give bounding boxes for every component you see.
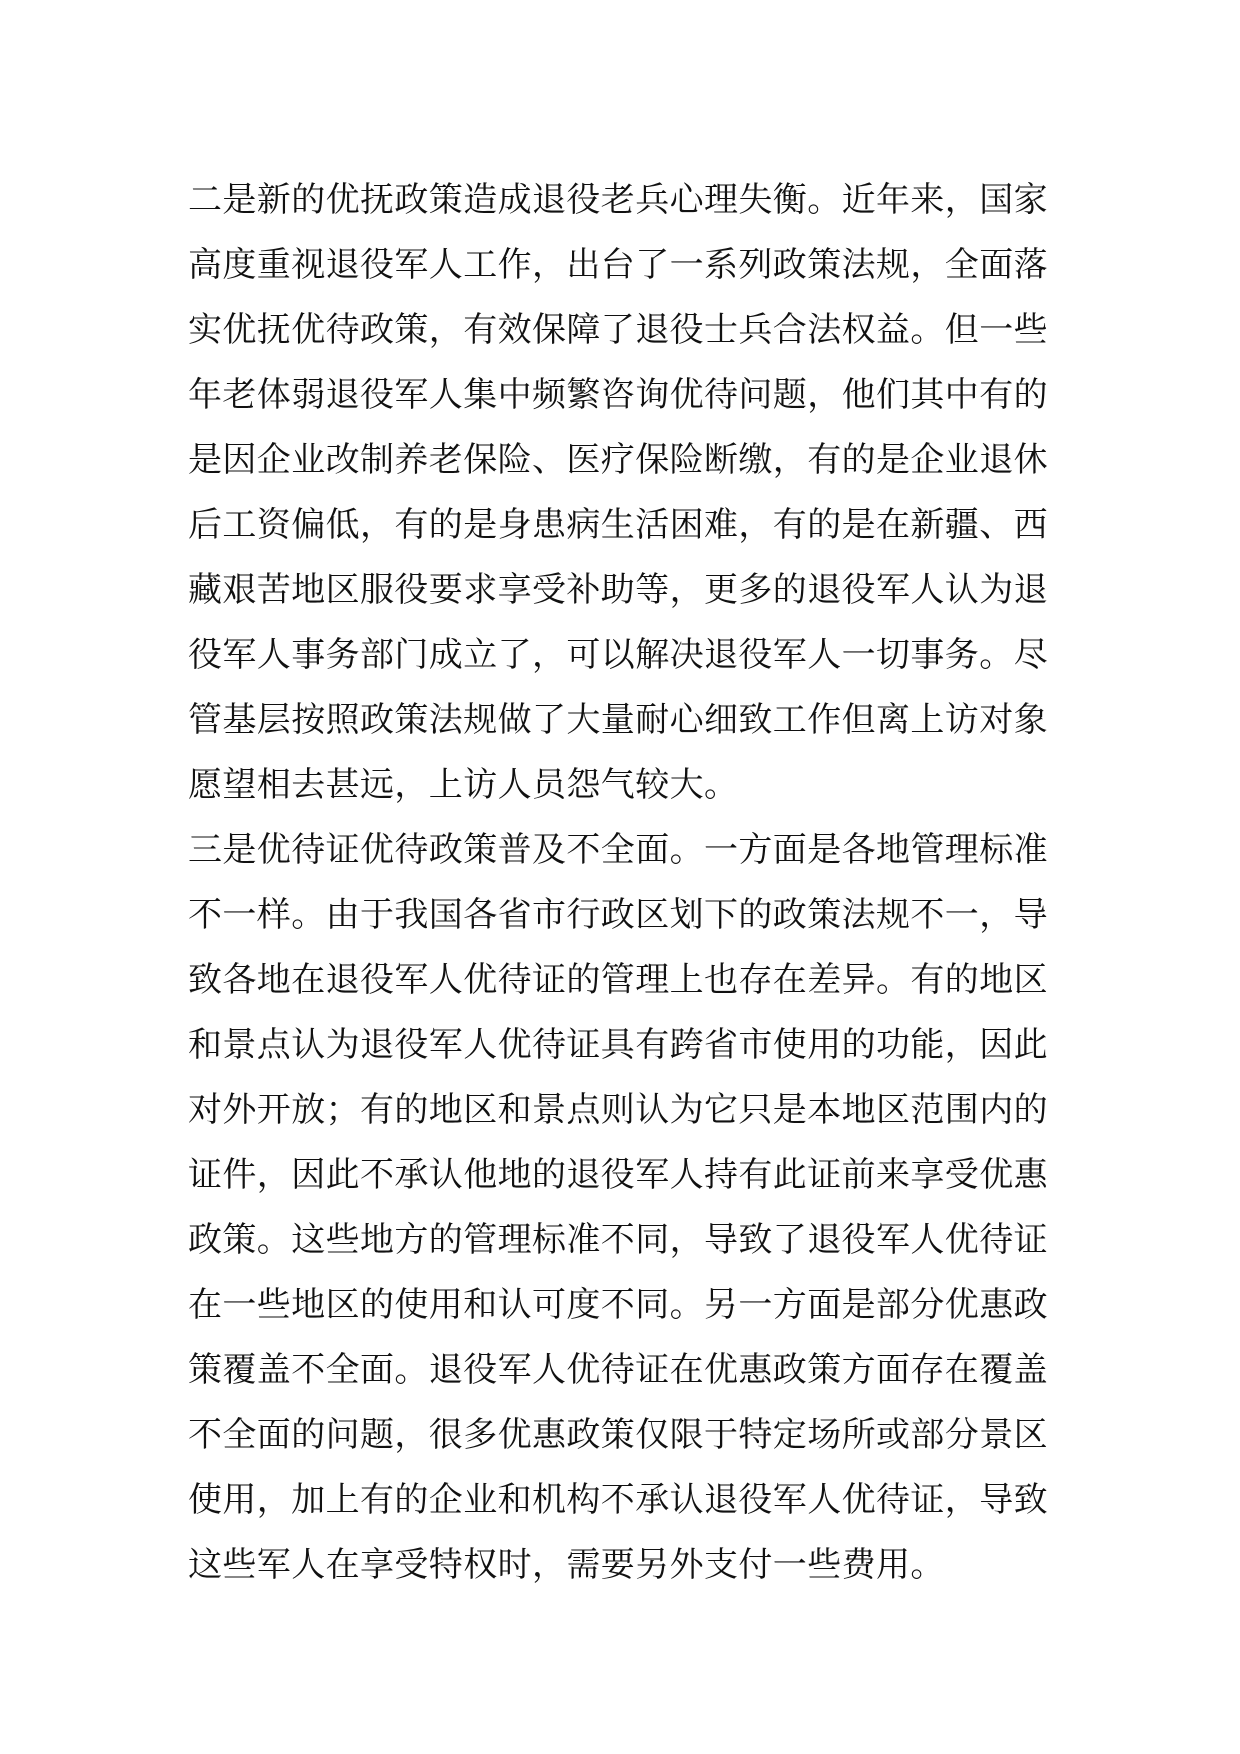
text-line: 实优抚优待政策，有效保障了退役士兵合法权益。但一些 [188,310,1048,350]
text-line: 年老体弱退役军人集中频繁咨询优待问题，他们其中有的 [188,375,1048,415]
text-line: 策覆盖不全面。退役军人优待证在优惠政策方面存在覆盖 [188,1350,1048,1390]
text-line: 对外开放；有的地区和景点则认为它只是本地区范围内的 [188,1090,1048,1130]
text-line: 二是新的优抚政策造成退役老兵心理失衡。近年来，国家 [188,180,1048,220]
text-line: 这些军人在享受特权时，需要另外支付一些费用。 [188,1545,945,1585]
text-line: 使用，加上有的企业和机构不承认退役军人优待证，导致 [188,1480,1048,1520]
text-line: 和景点认为退役军人优待证具有跨省市使用的功能，因此 [188,1025,1048,1065]
text-line: 藏艰苦地区服役要求享受补助等，更多的退役军人认为退 [188,570,1048,610]
text-line: 愿望相去甚远，上访人员怨气较大。 [188,765,739,805]
text-line: 高度重视退役军人工作，出台了一系列政策法规，全面落 [188,245,1048,285]
paragraph-2 [188,818,1058,1598]
text-line: 三是优待证优待政策普及不全面。一方面是各地管理标准 [188,830,1048,870]
text-line: 不全面的问题，很多优惠政策仅限于特定场所或部分景区 [188,1415,1048,1455]
text-line: 证件，因此不承认他地的退役军人持有此证前来享受优惠 [188,1155,1048,1195]
text-line: 役军人事务部门成立了，可以解决退役军人一切事务。尽 [188,635,1048,675]
text-line: 政策。这些地方的管理标准不同，导致了退役军人优待证 [188,1220,1048,1260]
text-line: 后工资偏低，有的是身患病生活困难，有的是在新疆、西 [188,505,1048,545]
text-line: 在一些地区的使用和认可度不同。另一方面是部分优惠政 [188,1285,1048,1325]
text-line: 是因企业改制养老保险、医疗保险断缴，有的是企业退休 [188,440,1048,480]
document-page [188,168,1058,1598]
text-line: 不一样。由于我国各省市行政区划下的政策法规不一，导 [188,895,1048,935]
paragraph-1 [188,168,1058,818]
text-line: 管基层按照政策法规做了大量耐心细致工作但离上访对象 [188,700,1048,740]
text-line: 致各地在退役军人优待证的管理上也存在差异。有的地区 [188,960,1048,1000]
